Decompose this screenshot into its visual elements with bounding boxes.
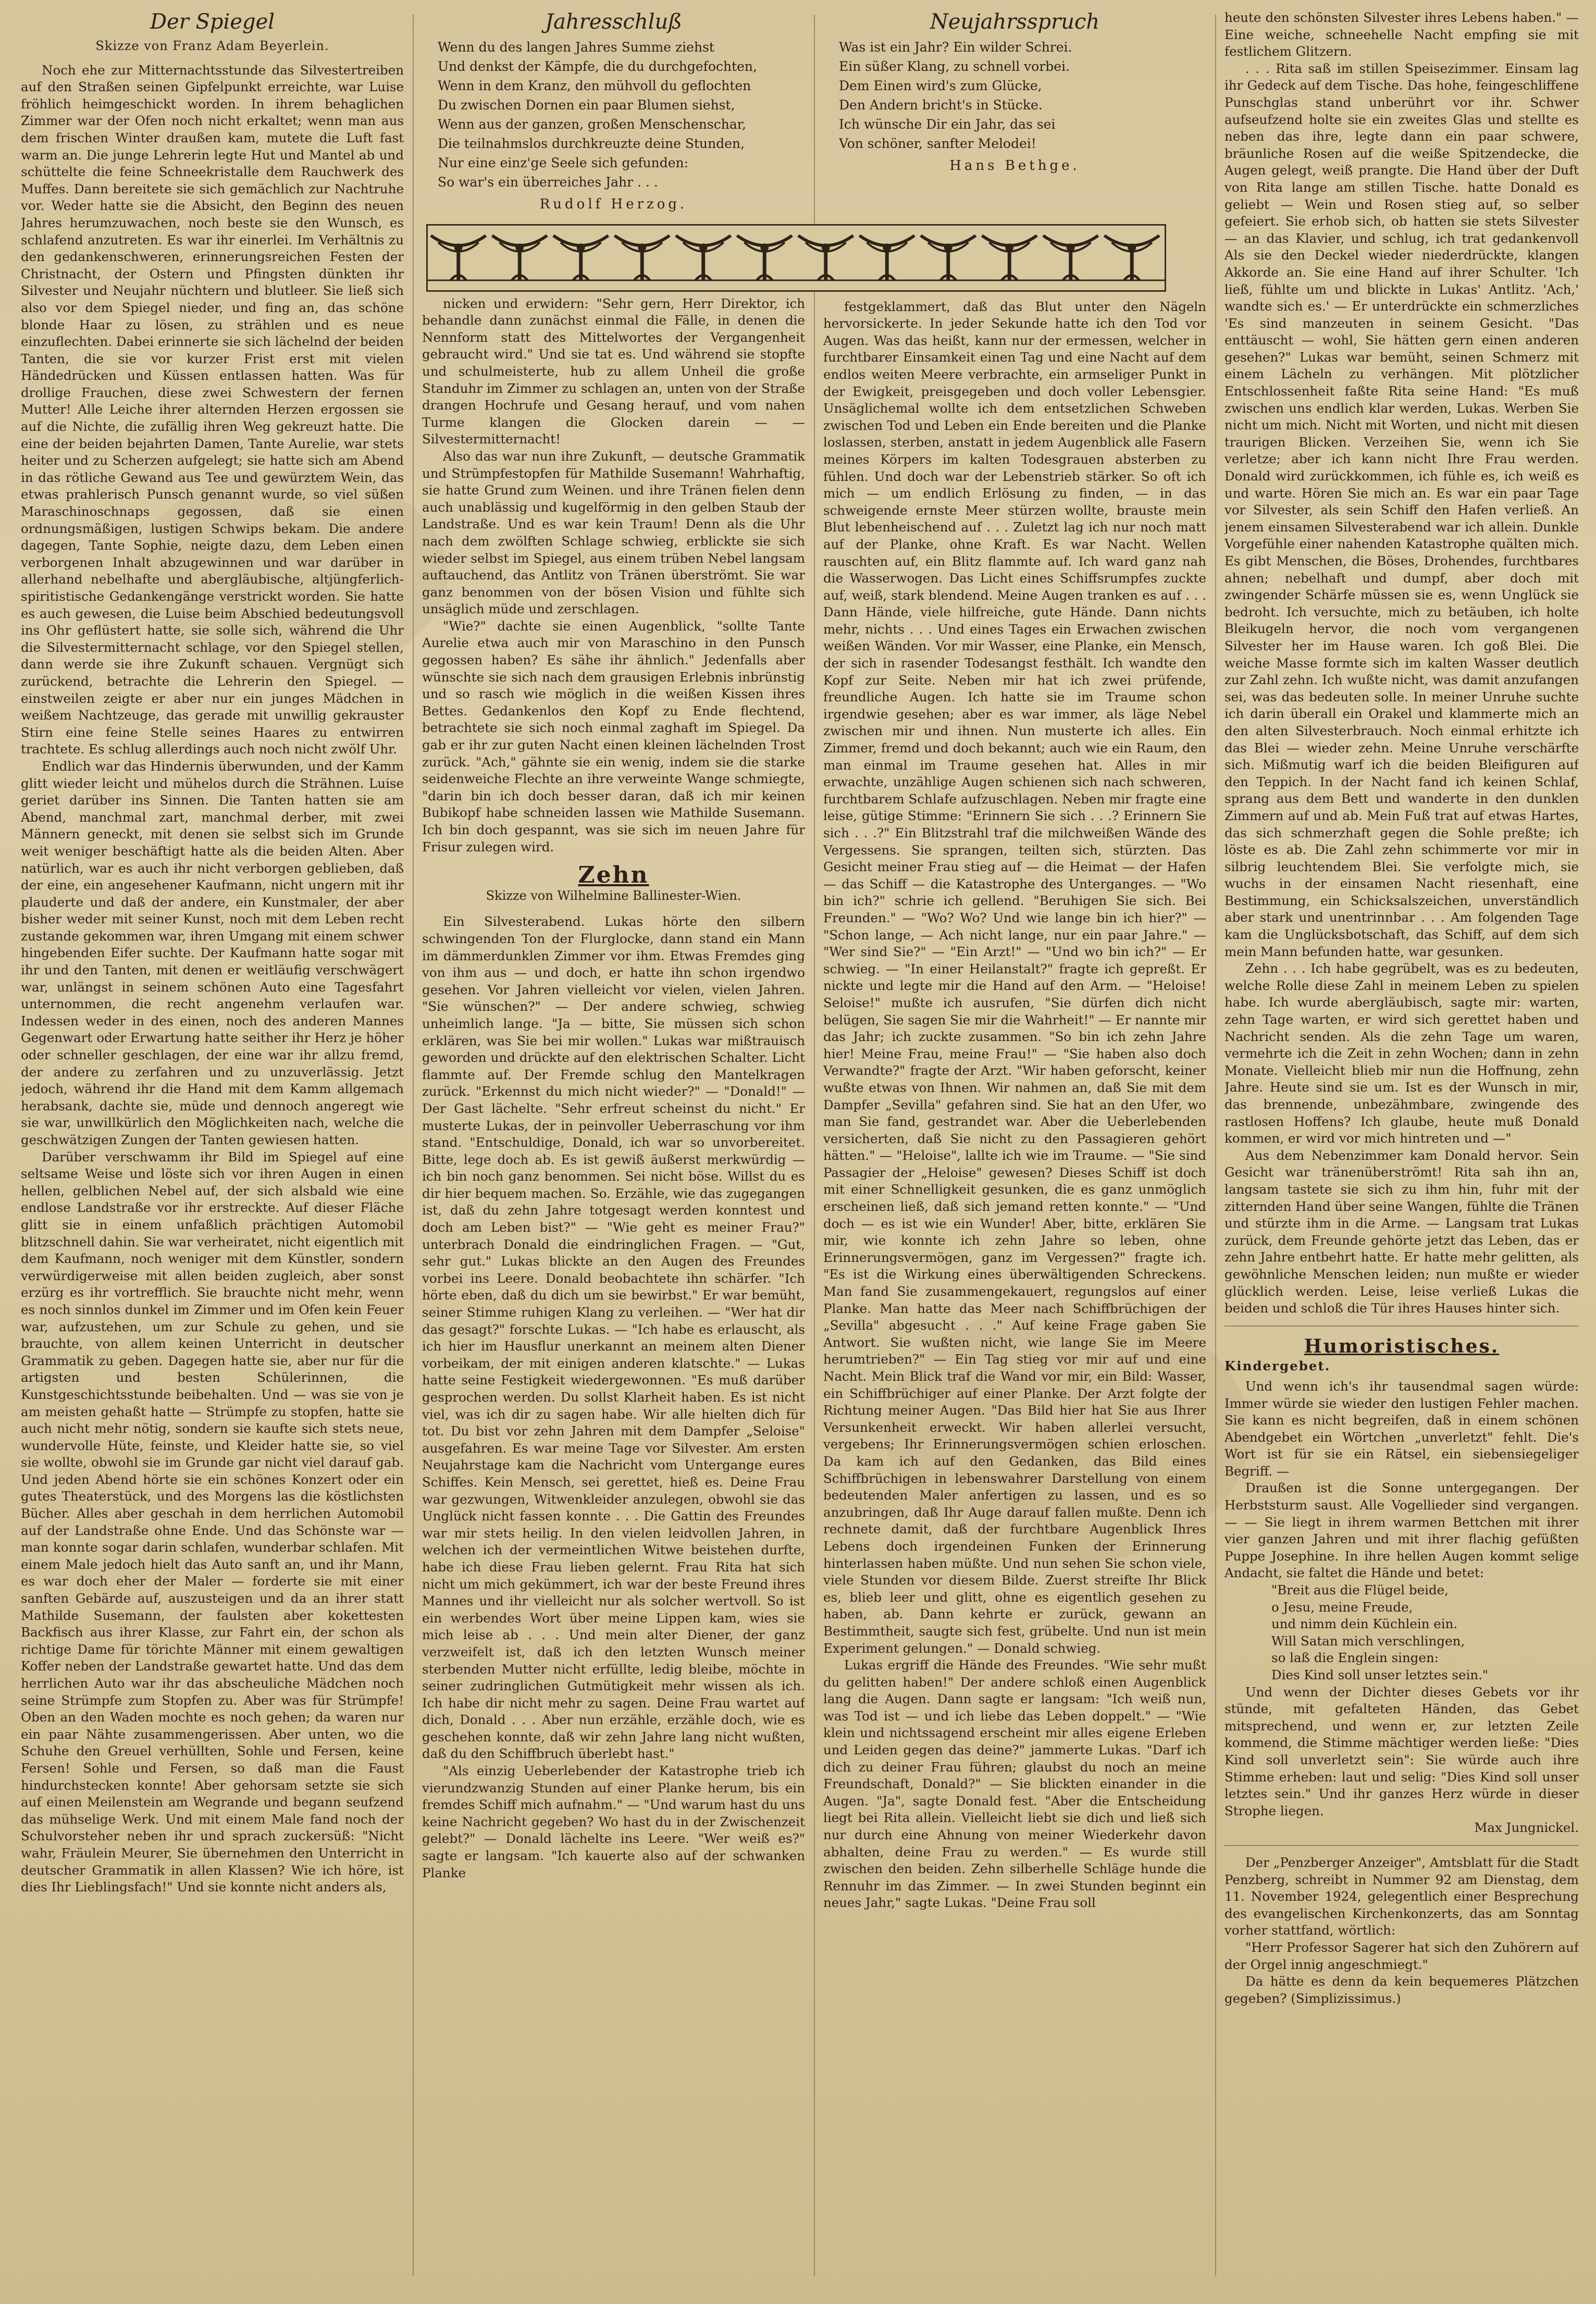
section-divider bbox=[1224, 1326, 1579, 1327]
poem-line: Dem Einen wird's zum Glücke, bbox=[839, 78, 1042, 93]
column-rule bbox=[814, 15, 815, 2276]
story-body bbox=[21, 62, 404, 1896]
section-title-zehn: Zehn bbox=[578, 862, 649, 889]
paragraph: Endlich war das Hindernis überwunden, und der Kamm glitt wieder leicht und mühelos durch die Strähnen. Luise geriet darüber ins Sinnen. Die Tanten hatten sie am Abend, manchmal zart, manchmal derber, mit zwei Männern geneckt, mit denen sie selbst sich im Grunde weit weniger beschäftigt hatte als die beiden Alten. Aber natürlich, war es auch ihr nicht verborgen geblieben, daß der eine, ein angesehener Kaufmann, nicht ungern mit ihr plauderte und daß der andere, ein Kunstmaler, der aber bisher weder mit seiner Kunst, noch mit dem Leben recht zustande gekommen war, ihren Umgang mit einem schwer hingebenden Eifer suchte. Der Kaufmann hatte sogar mit ihr und den Tanten, mit denen er weitläufig verschwägert war, unlängst in seinem schönen Auto eine Tagesfahrt unternommen, die recht angenehm verlaufen war. Indessen weder in des einen, noch des anderen Mannes Gegenwart oder Erwartung hatte seither ihr Herz je höher oder schneller geschlagen, der eine war ihr allzu fremd, der andere zu zerfahren und zu unzuverlässig. Jetzt jedoch, während ihr die Hand mit dem Kamm allgemach herabsank, dachte sie, müde und dennoch angeregt wie sie war, unwillkürlich den Möglichkeiten nach, welche die geschwätzigen Zungen der Tanten gewiesen hatten. bbox=[21, 758, 404, 1147]
poem-line: So war's ein überreiches Jahr . . . bbox=[438, 175, 658, 190]
paragraph: Und wenn der Dichter dieses Gebets vor ihr stünde, mit gefalteten Händen, das Gebet mitsprechend, und wenn er, zur letzten Zeile kommend, die Stimme mächtiger werden ließe: "Dies Kind soll unverletzt sein": Sie würde auch ihre Stimme erheben: laut und selig: "Dies Kind soll unser letztes sein." Und ihr ganzes Herz würde in dieser Strophe liegen. bbox=[1224, 1684, 1579, 1818]
poem-author: Hans Bethge. bbox=[949, 158, 1080, 174]
verse-line: und nimm dein Küchlein ein. bbox=[1271, 1616, 1458, 1632]
paragraph: "Als einzig Ueberlebender der Katastrophe trieb ich vierundzwanzig Stunden auf einer Planke herum, bis ein fremdes Schiff mich aufnahm." — "Und warum hast du uns keine Nachricht gegeben? Wo hast du in der Zwischenzeit gelebt?" — Donald lächelte ins Leere. "Wer weiß es?" sagte er langsam. "Ich kauerte also auf der schwanken Planke bbox=[422, 1763, 805, 1880]
poem-line: Du zwischen Dornen ein paar Blumen siehst, bbox=[438, 97, 735, 113]
column-rule bbox=[1215, 15, 1216, 2276]
paragraph: Aus dem Nebenzimmer kam Donald hervor. Sein Gesicht war tränenüberströmt! Rita sah ihn an, langsam tastete sie sich zu ihm hin, fuhr mit der zitternden Hand über seine Wangen, fühlte die Tränen und stürzte ihm in die Arme. — Langsam trat Lukas zurück, dem Freunde gehörte jetzt das Leben, das er zehn Jahre entbehrt hatte. Er hatte mehr gelitten, als gewöhnliche Menschen leiden; nun mußte er wieder glücklich werden. Leise, leise verließ Lukas die beiden und schloß die Tür ihres Hauses hinter sich. bbox=[1224, 1147, 1579, 1316]
poem bbox=[422, 38, 805, 192]
verse-line: so laß die Englein singen: bbox=[1271, 1650, 1439, 1666]
poem-line: Was ist ein Jahr? Ein wilder Schrei. bbox=[839, 40, 1072, 55]
paragraph: Zehn . . . Ich habe gegrübelt, was es zu bedeuten, welche Rolle diese Zahl in meinem Leben zu spielen habe. Ich wurde abergläubisch, sagte mir: warten, zehn Tage warten, er wird sich gerettet haben und Nachricht senden. Als die zehn Tage um waren, vermehrte ich die Zeit in zehn Wochen; dann in zehn Monate. Vielleicht blieb mir nun die Hoffnung, zehn Jahre. Heute sind sie um. Ist es der Wunsch in mir, das brennende, unbezähmbare, zwingende des rastlosen Hoffens? Ich glaube, heute muß Donald kommen, er wird vor mich hintreten und —" bbox=[1224, 961, 1579, 1146]
signature: Max Jungnickel. bbox=[1474, 1820, 1579, 1836]
column-rule bbox=[413, 15, 414, 2276]
verse-line: "Breit aus die Flügel beide, bbox=[1271, 1582, 1449, 1598]
subsection-title: Kindergebet. bbox=[1224, 1358, 1331, 1374]
poem-line: Wenn aus der ganzen, großen Menschenschar, bbox=[438, 117, 746, 132]
column-4 bbox=[1224, 9, 1579, 2281]
prayer-verse bbox=[1224, 1582, 1579, 1684]
paragraph: nicken und erwidern: "Sehr gern, Herr Direktor, ich behandle dann zunächst einmal die Fälle, in denen die Nennform statt des Mittelwortes der Vergangenheit gebraucht wird." Und sie tat es. Und während sie stopfte und schulmeisterte, hub zu allem Unheil die große Standuhr im Zimmer zu schlagen an, unten von der Straße drangen Hochrufe und Gesang herauf, und vom nahen Turme klangen die Glocken darein — — Silvestermitternacht! bbox=[422, 295, 805, 447]
story-headline: Der Spiegel bbox=[150, 10, 275, 34]
poem-line: Nur eine einz'ge Seele sich gefunden: bbox=[438, 155, 689, 170]
paragraph: festgeklammert, daß das Blut unter den Nägeln hervorsickerte. In jeder Sekunde hatte ich den Tod vor Augen. Was das heißt, kann nur der ermessen, welcher in furchtbarer Einsamkeit einen Tag und eine Nacht auf dem endlos weiten Meere verbrachte, ein armseliger Punkt in der Ewigkeit, preisgegeben und doch voller Lebensgier. Unsäglichemal wollte ich dem entsetzlichen Schweben zwischen Tod und Leben ein Ende bereiten und die Planke loslassen, sterben, anstatt in jedem Augenblick alle Fasern meines Körpers im kalten Todesgrauen absterben zu fühlen. Und doch war der Lebenstrieb stärker. So oft ich mich — um endlich Erlösung zu finden, — in das schweigende ernste Meer stürzen wollte, brauste mein Blut lebenheischend auf . . . Zuletzt lag ich nur noch matt auf der Planke, ohne Kraft. Es war Nacht. Wellen rauschten auf, ein Blitz flammte auf. Ich ward ganz nah die Wasserwogen. Das Licht eines Schiffsrumpfes zuckte auf, weiß, stark blendend. Meine Augen tranken es auf . . . Dann Hände, viele hilfreiche, gute Hände. Dann nichts mehr, nichts . . . Und eines Tages ein Erwachen zwischen weißen Wänden. Vor mir Wasser, eine Planke, ein Mensch, der sich in rasender Todesangst festhält. Ich wandte den Kopf zur Seite. Neben mir hat ich zwei prüfende, freundliche Augen. Ich hatte sie im Traume schon irgendwie gesehen; aber es war immer, als läge Nebel zwischen mir und ihnen. Nun musterte ich alles. Ein Zimmer, fremd und doch bekannt; auch wie ein Raum, den man einmal im Traume gesehen hat. Alles in mir erwachte, unzählige Augen schienen sich nach schweren, furchtbarem Schlafe aufzuschlagen. Neben mir fragte eine leise, gütige Stimme: "Erinnern Sie sich . . .? Erinnern Sie sich . . .?" Ein Blitzstrahl traf die milchweißen Wände des Vergessens. Sie sprangen, teilten sich, stürzten. Das Gesicht meiner Frau stieg auf — die Heimat — der Hafen — das Schiff — die Katastrophe des Unterganges. — "Wo bin ich?" schrie ich gellend. "Beruhigen Sie sich. Bei Freunden." — "Wo? Wo? Und wie lange bin ich hier?" — "Schon lange, — Ach nicht lange, nur ein paar Jahre." — "Wer sind Sie?" — "Ein Arzt!" — "Und wo bin ich?" — Er schwieg. — "In einer Heilanstalt?" fragte ich gepreßt. Er nickte und legte mir die Hand auf den Arm. — "Heloise! Seloise!" mußte ich ausrufen, "Sie dürfen dich nicht belügen, Sie sagen Sie mir die Wahrheit!" — Er nannte mir das Jahr; ich zuckte zusammen. "So bin ich zehn Jahre hier! Meine Frau, meine Frau!" — "Sie haben also doch Verwandte?" fragte der Arzt. "Wir haben geforscht, keiner wußte etwas von Ihnen. Wir nahmen an, daß Sie mit dem Dampfer „Sevilla" gefahren sind. Sie hat an den Ufer, wo man Sie fand, gestrandet war. Aber die Ueberlebenden versicherten, daß Sie nicht zu den Passagieren gehört hätten." — "Heloise", lallte ich wie im Traume. — "Sie sind Passagier der „Heloise" gewesen? Dieses Schiff ist doch mit einer Schnelligkeit gesunken, die es ganz unmöglich erscheinen ließ, daß sich jemand retten konnte." — "Und doch — es ist wie ein Wunder! Aber, bitte, erklären Sie mir, wie konnte ich zehn Jahre so leben, ohne Erinnerungsvermögen, ganz im Vergessen?" fragte ich. "Es ist die Wirkung eines überwältigenden Schreckens. Man fand Sie zusammengekauert, regungslos auf einer Planke. Man hatte das Meer nach Schiffbrüchigen der „Sevilla" abgesucht . . ." Auf keine Frage gaben Sie Antwort. Sie wußten nicht, wie lange Sie im Meere herumtrieben?" — Ein Tag stieg vor mir auf und eine Nacht. Mein Blick traf die Wand vor mir, ein Bild: Wasser, ein Schiffbrüchiger auf einer Planke. Der Arzt folgte der Richtung meiner Augen. "Das Bild hier hat Sie aus Ihrer Versunkenheit erweckt. Wir haben allerlei versucht, vergebens; Ihr Erinnerungsvermögen schien erloschen. Da kam ich auf den Gedanken, das Bild eines Schiffbrüchigen in lebenswahrer Darstellung von einem bedeutenden Maler anfertigen zu lassen, und es so anzubringen, daß Ihr Auge darauf fallen mußte. Denn ich rechnete damit, daß der furchtbare Augenblick Ihres Lebens doch irgendeinen Funken der Erinnerung hinterlassen haben müßte. Und nun sehen Sie schon viele, viele Stunden vor diesem Bilde. Zuerst streifte Ihr Blick es, blieb leer und glitt, ohne es eigentlich gesehen zu haben, ab. Dann kehrte er zurück, gewann an Bestimmtheit, saugte sich fest, grübelte. Und nun ist mein Experiment gelungen." — Donald schwieg. bbox=[823, 299, 1206, 1656]
paragraph: . . . Rita saß im stillen Speisezimmer. Einsam lag ihr Gedeck auf dem Tische. Das hohe, feingeschliffene Punschglas stand unberührt vor ihr. Schwer aufseufzend holte sie ein zweites Glas und stellte es neben das ihre, legte dann ein paar schwere, bräunliche Rosen auf die weiße Spitzendecke, die Augen gelegt, weiß prangte. Die Hand über der Duft von Rita lange am stillen Tische. hatte Donald es geliebt — Wein und Rosen stieg auf, so selber gefeiert. Sie erhob sich, ob hatten sie stets Silvester — an das Klavier, und schlug, ich trat gedankenvoll Als sie den Deckel wieder niederdrückte, klangen Akkorde an. Sie eine Hand auf ihrer Schulter. 'Ich ließ, fühlte um und blickte in Lukas' Antlitz. 'Ach,' wandte sich es.' — Er unterdrückte ein schmerzliches 'Es sind manzeuten in seinem Gesicht. "Das enttäuscht — wohl, Sie hätten gern einen anderen gesehen?" Lukas war bemüht, seinen Schmerz mit einem Lächeln zu verhängen. Mit plötzlicher Entschlossenheit faßte Rita seine Hand: "Es muß zwischen uns endlich klar werden, Lukas. Werben Sie nicht um mich. Nicht mit Worten, und nicht mit diesen traurigen Blicken. Verzeihen Sie, wenn ich Sie verletze; aber ich kann nicht Ihre Frau werden. Donald wird zurückkommen, ich fühle es, ich weiß es und warte. Hören Sie mich an. Es war ein paar Tage vor Silvester, als sein Schiff den Hafen verließ. An jenem einsamen Silvesterabend war ich allein. Dunkle Vorgefühle einer nahenden Katastrophe quälten mich. Es gibt Menschen, die Böses, Drohendes, furchtbares ahnen; nebelhaft und dumpf, aber doch mit zwingender Schärfe müssen sie es, wenn Unglück sie bedroht. Ich versuchte, mich zu betäuben, ich holte Bleikugeln hervor, die noch vom vergangenen Silvester her im Hause waren. Ich goß Blei. Die weiche Masse formte sich im kalten Wasser deutlich zur Zahl zehn. Ich wußte nicht, was damit anzufangen sei, was das bedeuten solle. In meiner Unruhe suchte ich darin überall ein Orakel und klammerte mich an den alten Silvesterbrauch. Noch einmal erhitzte ich das Blei — wieder zehn. Meine Unruhe verschärfte sich. Mißmutig warf ich die beiden Bleifiguren auf den Teppich. In der Nacht fand ich keinen Schlaf, sprang aus dem Bett und wanderte in den dunklen Zimmern auf und ab. Mein Fuß trat auf etwas Hartes, das sich schmerzhaft gegen die Sohle preßte; ich löste es ab. Die Zahl zehn schimmerte vor mir in silbrig leuchtendem Blei. Sie verfolgte mich, sie wuchs in der einsamen Nacht riesenhaft, eine Bestimmung, ein Schicksalszeichen, unverständlich aber stark und unentrinnbar . . . Am folgenden Tage kam die Unglücksbotschaft, das Schiff, auf dem sich mein Mann befunden hatte, war gesunken. bbox=[1224, 60, 1579, 959]
section-divider bbox=[1224, 1845, 1579, 1846]
verse-line: o Jesu, meine Freude, bbox=[1271, 1599, 1413, 1615]
poem-line: Und denkst der Kämpfe, die du durchgefochten, bbox=[438, 59, 757, 74]
column-2 bbox=[422, 9, 805, 2281]
paragraph: Da hätte es denn da kein bequemeres Plätzchen gegeben? (Simplizissimus.) bbox=[1224, 1974, 1579, 2006]
quote: "Herr Professor Sagerer hat sich den Zuhörern auf der Orgel innig angeschmiegt." bbox=[1224, 1939, 1579, 1972]
paragraph: heute den schönsten Silvester ihres Lebens haben." — Eine weiche, schneehelle Nacht empfing sie mit festlichem Glitzern. bbox=[1224, 10, 1579, 59]
poem-line: Die teilnahmslos durchkreuzte deine Stunden, bbox=[438, 136, 745, 151]
verse-line: Will Satan mich verschlingen, bbox=[1271, 1633, 1465, 1649]
poem-headline: Jahresschluß bbox=[545, 10, 682, 34]
poem bbox=[823, 38, 1206, 153]
poem-line: Von schöner, sanfter Melodei! bbox=[839, 136, 1036, 151]
poem-line: Wenn du des langen Jahres Summe ziehst bbox=[438, 40, 714, 55]
paragraph: Noch ehe zur Mitternachtsstunde das Silvestertreiben auf den Straßen seinen Gipfelpunkt erreichte, war Luise fröhlich heimgeschickt worden. In ihrem behaglichen Zimmer war der Ofen noch nicht erkaltet; wenn man aus dem frischen Winter draußen kam, mutete die Luft fast warm an. Die junge Lehrerin legte Hut und Mantel ab und schüttelte die feine Schneekristalle dem Rauchwerk des Muffes. Dann bereitete sie sich gemächlich zur Nachtruhe vor. Weder hatte sie die Absicht, den Beginn des neuen Jahres herumzuwachen, noch beste sie den Wunsch, es schlafend anzutreten. Es war ihr einerlei. Im Verhältnis zu den gedankenschweren, erinnerungsreichen Festen der Christnacht, der Ostern und Pfingsten dünkten ihr Silvester und Neujahr nüchtern und blutleer. Sie ließ sich also vor dem Spiegel nieder, und fing an, das schöne blonde Haar zu lösen, zu strählen und es neue einzuflechten. Dabei erinnerte sie sich lächelnd der beiden Tanten, die sie vor kurzer Frist erst mit vielen Händedrücken und Küssen entlassen hatten. Was für drollige Frauchen, diese zwei Schwestern der fernen Mutter! Alle Leiche ihrer alternden Herzen ergossen sie auf die Nichte, die zufällig ihren Weg gekreuzt hatte. Die eine der beiden bejahrten Damen, Tante Aurelie, war stets heiter und zu Scherzen aufgelegt; sie hatte sich am Abend in das rötliche Gewand aus Tee und gewürztem Wein, das etwas prahlerisch Punsch genannt wurde, so viel süßen Maraschinoschnaps gegossen, daß sie einen ordnungsmäßigen, lustigen Schwips bekam. Die andere dagegen, Tante Sophie, neigte dazu, dem Leben einen verborgenen Inhalt abzugewinnen und war darüber in allerhand nebelhafte und abergläubische, altjüngferlich-spiritistische Gedankengänge verstrickt worden. Sie hatte es auch gewesen, die Luise beim Abschied bedeutungsvoll ins Ohr geflüstert hatte, sie solle sich, während die Uhr die Silvestermitternacht schlage, vor den Spiegel stellen, dann werde sie ihre Zukunft schauen. Vergnügt sich zurückend, betrachte die Lehrerin den Spiegel. — einstweilen zeigte er aber nur ein junges Mädchen in weißem Nachtzeuge, das gerade mit unwillig gekrauster Stirn eine feine Stelle seines Haares zu entwirren trachtete. Es schlug allerdings auch noch nicht zwölf Uhr. bbox=[21, 62, 404, 757]
verse-line: Dies Kind soll unser letztes sein." bbox=[1271, 1667, 1489, 1682]
columns bbox=[21, 9, 1579, 2281]
column-1 bbox=[21, 9, 404, 2281]
paragraph: Und wenn ich's ihr tausendmal sagen würde: Immer würde sie wieder den lustigen Fehler machen. Sie kann es nicht begreifen, daß in einem schönen Abendgebet ein Wörtchen „unverletzt" fehlt. Die's Wort ist für sie ein Rätsel, ein siebensiegeliger Begriff. — bbox=[1224, 1378, 1579, 1479]
section-title-humor: Humoristisches. bbox=[1304, 1335, 1500, 1357]
poem-line: Ein süßer Klang, zu schnell vorbei. bbox=[839, 59, 1070, 74]
paragraph: Ein Silvesterabend. Lukas hörte den silbern schwingenden Ton der Flurglocke, dann stand ein Mann im dämmerdunklen Zimmer vor ihm. Etwas Fremdes ging von ihm aus — und doch, er hatte ihn schon irgendwo gesehen. Vor Jahren vielleicht vor vielen, vielen Jahren. "Sie wünschen?" — Der andere schwieg, schwieg unheimlich lange. "Ja — bitte, Sie müssen sich schon erklären, was Sie bei mir wollen." Lukas war mißtrauisch geworden und drückte auf den elektrischen Schalter. Licht flammte auf. Der Fremde schlug den Mantelkragen zurück. "Erkennst du mich nicht wieder?" — "Donald!" — Der Gast lächelte. "Sehr erfreut scheinst du nicht." Er musterte Lukas, der in peinvoller Ueberraschung vor ihm stand. "Entschuldige, Donald, ich war so unvorbereitet. Bitte, lege doch ab. Es ist gewiß äußerst merkwürdig — ich bin noch ganz benommen. Sei nicht böse. Willst du es dir hier bequem machen. So. Erzähle, wie das zugegangen ist, daß du zehn Jahre totgesagt werden konntest und doch am Leben bist?" — "Wie geht es meiner Frau?" unterbrach Donald die eindringlichen Fragen. — "Gut, sehr gut." Lukas blickte an den Augen des Freundes vorbei ins Leere. Donald beobachtete ihn schärfer. "Ich hörte eben, daß du dich um sie bewirbst." Er war bemüht, seiner Stimme ruhigen Klang zu verleihen. — "Wer hat dir das gesagt?" forschte Lukas. — "Ich habe es erlauscht, als ich hier im Hausflur unerkannt an meinem alten Diener vorbeikam, der mit einigen anderen klatschte." — Lukas hatte seine Festigkeit wiedergewonnen. "Es muß darüber gesprochen werden. Du sollst Klarheit haben. Es ist nicht viel, was ich dir zu sagen habe. Wir alle hielten dich für tot. Du bist vor zehn Jahren mit dem Dampfer „Seloise" ausgefahren. Es war meine Tage vor Silvester. Am ersten Neujahrstage kam die Nachricht vom Untergange eures Schiffes. Kein Mensch, sei gerettet, hieß es. Deine Frau war gezwungen, Witwenkleider anzulegen, obwohl sie das Unglück nicht fassen konnte . . . Die Gattin des Freundes war mir stets heilig. In den vielen leidvollen Jahren, in welchen ich der vermeintlichen Witwe beistehen durfte, habe ich diese Frau lieben gelernt. Frau Rita hat sich nicht um mich gekümmert, ich war der beste Freund ihres Mannes und ihr vielleicht nur als solcher wertvoll. So ist ein werbendes Wort über meine Lippen kam, wies sie mich leise ab . . . Und mein alter Diener, der ganz verzweifelt ist, daß ich den letzten Wunsch meiner sterbenden Mutter nicht erfüllte, ledig bleibe, möchte in seiner zudringlichen Gutmütigkeit mehr wissen als ich. Ich habe dir nicht mehr zu sagen. Deine Frau wartet auf dich, Donald . . . Aber nun erzähle, erzähle doch, wie es geschehen konnte, daß wir zehn Jahre lang nicht wußten, daß du den Schiffbruch überlebt hast." bbox=[422, 914, 805, 1762]
ornament-pattern bbox=[428, 226, 1165, 290]
paragraph: Der „Penzberger Anzeiger", Amtsblatt für die Stadt Penzberg, schreibt in Nummer 92 am Dienstag, dem 11. November 1924, gelegentlich einer Besprechung des evangelischen Kirchenkonzerts, das am Sonntag vorher stattfand, wörtlich: bbox=[1224, 1854, 1579, 1938]
poem-line: Ich wünsche Dir ein Jahr, das sei bbox=[839, 117, 1056, 132]
poem-line: Den Andern bricht's in Stücke. bbox=[839, 97, 1043, 113]
paragraph: Lukas ergriff die Hände des Freundes. "Wie sehr mußt du gelitten haben!" Der andere schloß einen Augenblick lang die Augen. Dann sagte er langsam: "Ich weiß nun, was Tod ist — und ich liebe das Leben doppelt." — "Wie klein und nichtssagend erscheint mir alles eigene Erleben und Leiden gegen das deine?" jammerte Lukas. "Darf ich dich zu deiner Frau führen; glaubst du noch an meine Freundschaft, Donald?" — Sie blickten einander in die Augen. "Ja", sagte Donald fest. "Aber die Entscheidung liegt bei Rita allein. Vielleicht liebt sie dich und ließ sich nur durch eine Ahnung von meiner Wiederkehr davon abhalten, deine Frau zu werden." — Es wurde still zwischen den beiden. Zehn silberhelle Schläge hunde die Rennuhr im das Zimmer. — In zwei Stunden beginnt ein neues Jahr," sagte Lukas. "Deine Frau soll bbox=[823, 1657, 1206, 1911]
paragraph: Draußen ist die Sonne untergegangen. Der Herbststurm saust. Alle Vogellieder sind vergangen. — — Sie liegt in ihrem warmen Bettchen mit ihrer vier ganzen Jahren und mit ihrer flachig gefüßten Puppe Josephine. In ihre hellen Augen kommt selige Andacht, sie faltet die Hände und betet: bbox=[1224, 1480, 1579, 1581]
paragraph: "Wie?" dachte sie einen Augenblick, "sollte Tante Aurelie etwa auch mir von Maraschino in den Punsch gegossen haben? Es sähe ihr ähnlich." Jedenfalls aber wünschte sie sich nach dem grausigen Erlebnis inbrünstig und so rasch wie möglich in die weißen Kissen ihres Bettes. Gedankenlos den Kopf zu Ende flechtend, betrachtete sie sich noch einmal zaghaft im Spiegel. Da gab er ihr zur guten Nacht einen kleinen lächelnden Trost zurück. "Ach," gähnte sie ein wenig, indem sie die starke seidenweiche Flechte an ihre verweinte Wange schmiegte, "darin bin ich doch besser daran, daß ich mir keinen Bubikopf habe schneiden lassen wie Mathilde Susemann. Ich bin doch gespannt, was sie sich im neuen Jahre für Frisur zulegen wird. bbox=[422, 618, 805, 854]
ornament-band bbox=[426, 224, 1166, 292]
story-byline: Skizze von Franz Adam Beyerlein. bbox=[95, 39, 329, 53]
poem-line: Wenn in dem Kranz, den mühvoll du geflochten bbox=[438, 78, 751, 93]
paragraph: Also das war nun ihre Zukunft, — deutsche Grammatik und Strümpfestopfen für Mathilde Susemann! Wahrhaftig, sie hatte Grund zum Weinen. und ihre Tränen fielen denn auch unablässig und kugelförmig in den gelben Staub der Landstraße. Und es war kein Traum! Denn als die Uhr nach dem zwölften Schlage schwieg, erblickte sie sich wieder selbst im Spiegel, aus einem trüben Nebel langsam auftauchend, das Antlitz von Tränen überströmt. Sie war ganz benommen von der bösen Vision und fühlte sich unsäglich müde und zerschlagen. bbox=[422, 448, 805, 617]
poem-author: Rudolf Herzog. bbox=[539, 196, 688, 212]
paragraph: Darüber verschwamm ihr Bild im Spiegel auf eine seltsame Weise und löste sich vor ihren Augen in einen hellen, gelblichen Nebel auf, der sich alsbald wie eine endlose Landstraße vor ihr erstreckte. Auf dieser Fläche glitt sie in einem unfaßlich prächtigen Automobil blitzschnell dahin. Sie war verheiratet, nicht eigentlich mit dem Kaufmann, noch weniger mit dem Künstler, sondern verwürdigerweise mit allen beiden zugleich, aber sonst erzürg es ihr vortrefflich. Sie brauchte nicht mehr, wenn es noch sinnlos dunkel im Zimmer und im Ofen kein Feuer war, aufzustehen, um zur Schule zu gehen, und sie brauchte, von allem keinen Unterricht in deutscher Grammatik zu geben. Dagegen hatte sie, aber nur für die artigsten und besten Schülerinnen, die Kunstgeschichtsstunde beibehalten. Und — was sie von je am meisten gehaßt hatte — Strümpfe zu stopfen, hatte sie auch nicht mehr nötig, sondern sie kaufte sich stets neue, wundervolle Hüte, feinste, und Kleider hatte sie, so viel sie wollte, obwohl sie im Grunde gar nicht viel darauf gab. Und jeden Abend hörte sie ein schönes Konzert oder ein gutes Theaterstück, und des Morgens las die köstlichsten Bücher. Alles aber geschah in dem herrlichen Automobil auf der Landstraße ohne Ende. Und das Schönste war — man konnte sogar darin schlafen, wunderbar schlafen. Mit einem Male jedoch hielt das Auto sanft an, und ihr Mann, es war doch eher der Maler — forderte sie mit einer sanften Gebärde auf, auszusteigen und da an ihrer statt Mathilde Susemann, der faulsten aber kokettesten Backfisch aus ihrer Klasse, zur Fahrt ein, der schon als richtige Dame für törichte Männer mit einem gewaltigen Koffer neben der Landstraße gewartet hatte. Und das dem herrlichen Auto war ihr das abscheuliche Mädchen noch seine Strümpfe zum Stopfen zu. Aber was für Strümpfe! Oben an den Waden mochte es noch gehen; da waren nur ein paar Nähte zusammengerissen. Aber unten, wo die Schuhe den Greuel verhüllten, Sohle und Fersen, keine Fersen! Sohle und Fersen, so daß man die Faust hindurchstecken konnte! Aber gehorsam setzte sie sich auf einen Meilenstein am Wegrande und begann seufzend das mühselige Werk. Und mit einem Male fand noch der Schulvorsteher neben ihr und sprach zuckersüß: "Nicht wahr, Fräulein Meurer, Sie übernehmen den Unterricht in deutscher Grammatik in allen Klassen? Wie ich höre, ist dies Ihr Lieblingsfach!" Und sie konnte nicht anders als, bbox=[21, 1149, 404, 1895]
section-subtitle: Skizze von Wilhelmine Ballinester-Wien. bbox=[486, 888, 741, 903]
poem-headline: Neujahrsspruch bbox=[930, 10, 1100, 34]
column-3 bbox=[823, 9, 1206, 2281]
